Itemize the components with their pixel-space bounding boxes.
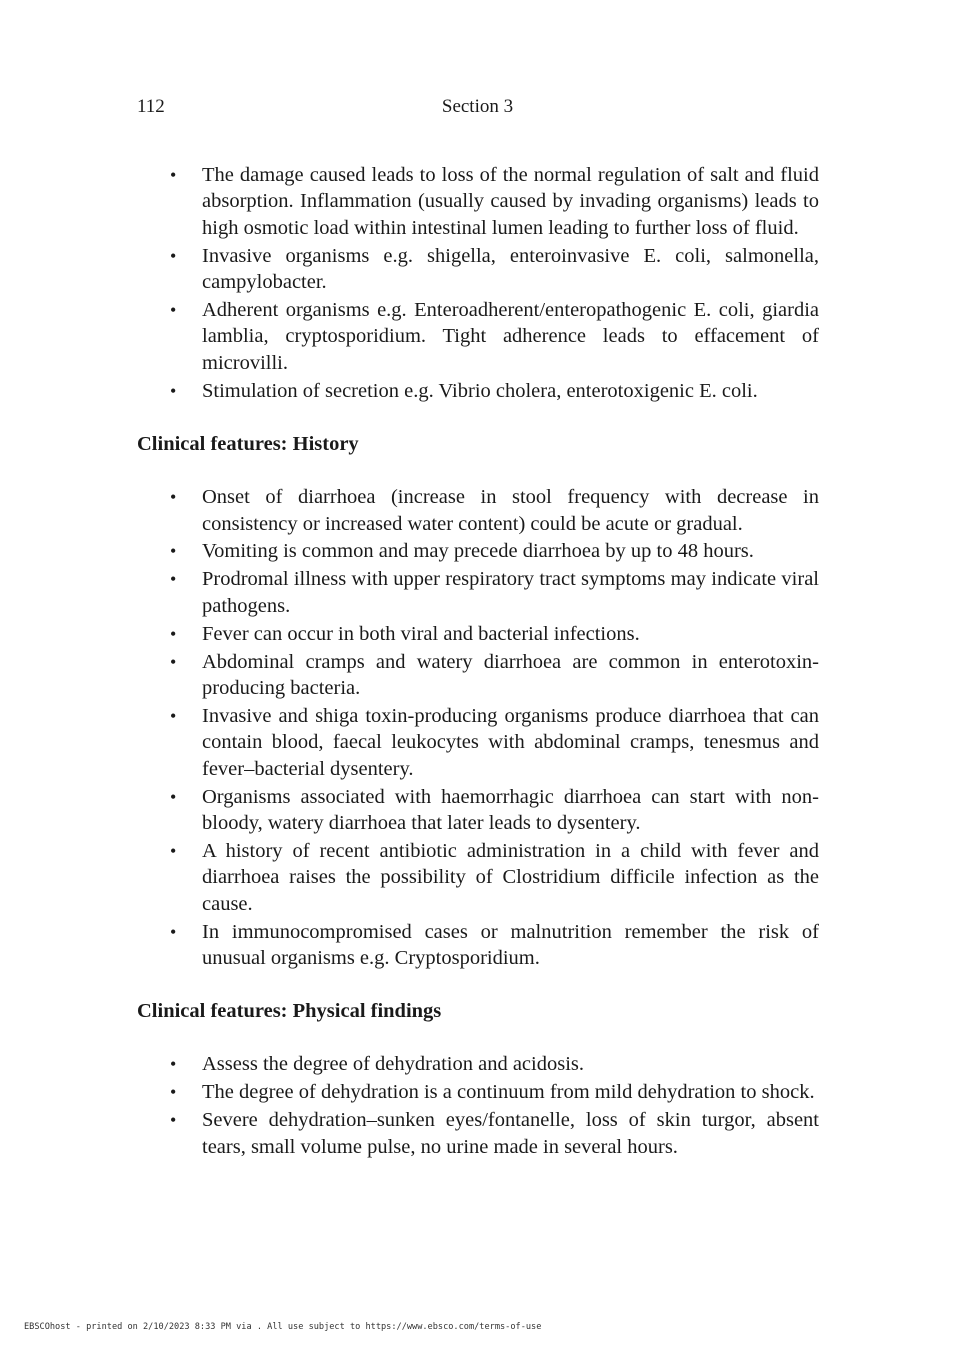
list-item-text: Stimulation of secretion e.g. Vibrio cholera, enterotoxigenic E. coli.	[202, 379, 758, 402]
list-item	[137, 703, 819, 782]
list-item	[137, 243, 819, 296]
list-item-text: Invasive organisms e.g. shigella, enteroinvasive E. coli, salmonella, campylobacter.	[202, 244, 819, 294]
list-item	[137, 838, 819, 917]
list-item	[137, 649, 819, 702]
list-item-text: Vomiting is common and may precede diarrhoea by up to 48 hours.	[202, 540, 754, 563]
list-item	[137, 784, 819, 837]
list-item	[137, 919, 819, 972]
bullet-icon: •	[170, 786, 177, 807]
list-item-text: The degree of dehydration is a continuum from mild dehydration to shock.	[202, 1081, 815, 1104]
list-item-text: Organisms associated with haemorrhagic diarrhoea can start with non-bloody, watery diarrhoea that later leads to dysentery.	[202, 785, 819, 835]
bullet-icon: •	[170, 245, 177, 266]
bullet-icon: •	[170, 569, 177, 590]
list-item-text: The damage caused leads to loss of the normal regulation of salt and fluid absorption. Inflammation (usually caused by invading organisms) leads to high osmotic load within intestinal lumen leading to further loss of fluid.	[202, 164, 819, 239]
bullet-icon: •	[170, 541, 177, 562]
list-item	[137, 1079, 819, 1105]
page-header	[0, 96, 955, 122]
page-body	[137, 162, 819, 1162]
list-item-text: Invasive and shiga toxin-producing organisms produce diarrhoea that can contain blood, faecal leukocytes with abdominal cramps, tenesmus and fever–bacterial dysentery.	[202, 704, 819, 780]
list-item-text: Prodromal illness with upper respiratory tract symptoms may indicate viral pathogens.	[202, 568, 819, 617]
list-item	[137, 1107, 819, 1160]
print-footer: EBSCOhost - printed on 2/10/2023 8:33 PM via . All use subject to https://www.ebsco.com/terms-of-use	[24, 1322, 542, 1332]
list-item-text: A history of recent antibiotic administration in a child with fever and diarrhoea raises the possibility of Clostridium difficile infection as the cause.	[202, 839, 819, 915]
history-bullet-list	[137, 484, 819, 971]
bullet-icon: •	[170, 1054, 177, 1075]
list-item-text: Adherent organisms e.g. Enteroadherent/enteropathogenic E. coli, giardia lamblia, cryptosporidium. Tight adherence leads to effacement of microvilli.	[202, 299, 819, 374]
list-item-text: Assess the degree of dehydration and acidosis.	[202, 1053, 584, 1076]
list-item-text: Onset of diarrhoea (increase in stool frequency with decrease in consistency or increased water content) could be acute or gradual.	[202, 486, 819, 535]
intro-bullet-list	[137, 162, 819, 404]
physical-bullet-list	[137, 1051, 819, 1160]
bullet-icon: •	[170, 1110, 177, 1131]
bullet-icon: •	[170, 840, 177, 861]
bullet-icon: •	[170, 651, 177, 672]
physical-findings-heading: Clinical features: Physical findings	[137, 1000, 442, 1023]
bullet-icon: •	[170, 921, 177, 942]
list-item	[137, 162, 819, 241]
list-item-text: In immunocompromised cases or malnutrition remember the risk of unusual organisms e.g. Cryptosporidium.	[202, 920, 819, 970]
bullet-icon: •	[170, 487, 177, 508]
bullet-icon: •	[170, 380, 177, 401]
bullet-icon: •	[170, 300, 177, 321]
list-item-text: Fever can occur in both viral and bacterial infections.	[202, 622, 640, 645]
list-item-text: Severe dehydration–sunken eyes/fontanelle, loss of skin turgor, absent tears, small volume pulse, no urine made in several hours.	[202, 1109, 819, 1158]
history-heading: Clinical features: History	[137, 433, 359, 456]
bullet-icon: •	[170, 705, 177, 726]
running-title: Section 3	[441, 96, 514, 117]
list-item	[137, 1051, 819, 1077]
list-item	[137, 378, 819, 404]
list-item	[137, 538, 819, 564]
bullet-icon: •	[170, 1082, 177, 1103]
bullet-icon: •	[170, 165, 177, 185]
list-item	[137, 297, 819, 376]
list-item	[137, 566, 819, 619]
bullet-icon: •	[170, 623, 177, 644]
list-item-text: Abdominal cramps and watery diarrhoea are common in enterotoxin-producing bacteria.	[202, 650, 819, 699]
list-item	[137, 484, 819, 537]
list-item	[137, 621, 819, 647]
page-number: 112	[137, 96, 165, 117]
